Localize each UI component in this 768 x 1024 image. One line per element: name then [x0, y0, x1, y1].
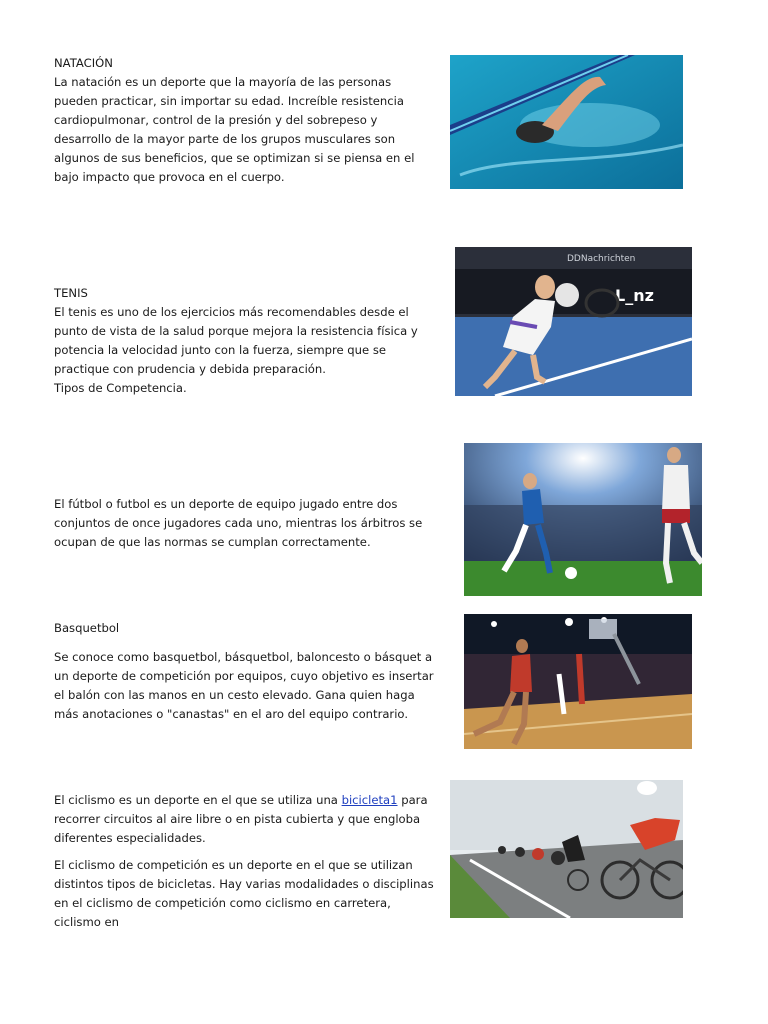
cycling-photo	[450, 780, 683, 918]
futbol-body: El fútbol o futbol es un deporte de equipo jugado entre dos conjuntos de once jugadores cada uno, mientras los árbitros se ocupan de que las normas se cumplan correctamente.	[54, 497, 423, 549]
swimming-photo	[450, 55, 683, 189]
section-natacion	[54, 54, 434, 187]
basquetbol-body: Se conoce como basquetbol, básquetbol, baloncesto o básquet a un deporte de competición por equipos, cuyo objetivo es insertar el balón con las manos en un cesto elevado. Gana quien haga más anotaciones o "canastas" en el aro del equipo contrario.	[54, 650, 434, 721]
ciclismo-text-before-link: El ciclismo es un deporte en el que se utiliza una	[54, 793, 342, 807]
section-futbol	[54, 495, 434, 552]
ciclismo-paragraph-2: El ciclismo de competición es un deporte en el que se utilizan distintos tipos de bicicletas. Hay varias modalidades o disciplinas en el ciclismo de competición como ciclismo en carretera, ciclismo en	[54, 858, 434, 929]
bicicleta-link[interactable]: bicicleta1	[341, 793, 398, 807]
section-basquetbol	[54, 619, 434, 724]
basquetbol-heading: Basquetbol	[54, 621, 120, 635]
basketball-photo	[464, 614, 692, 749]
tenis-heading: TENIS	[54, 286, 88, 300]
ciclismo-paragraph-1	[54, 791, 434, 848]
section-ciclismo	[54, 791, 434, 932]
section-tenis	[54, 284, 434, 398]
soccer-photo	[464, 443, 702, 596]
natacion-body: La natación es un deporte que la mayoría de las personas pueden practicar, sin importar su edad. Increíble resistencia cardiopulmonar, control de la presión y del sobrepeso y desarrollo de la mayor parte de los grupos musculares son algunos de sus beneficios, que se optimizan si se piensa en el bajo impacto que provoca en el cuerpo.	[54, 75, 415, 184]
tenis-body: El tenis es uno de los ejercicios más recomendables desde el punto de vista de la salud porque mejora la resistencia física y potencia la velocidad junto con la fuerza, siempre que se practique con prudencia y debida preparación.	[54, 305, 418, 376]
tenis-extra: Tipos de Competencia.	[54, 381, 187, 395]
tennis-photo	[455, 247, 692, 396]
tennis-banner-text: L_nz	[615, 286, 654, 305]
natacion-heading: NATACIÓN	[54, 56, 113, 70]
tennis-sponsor-text: DDNachrichten	[567, 254, 636, 264]
ciclismo-text-after-link: para recorrer circuitos al aire libre o en pista cubierta y que engloba diferentes especialidades.	[54, 793, 428, 845]
